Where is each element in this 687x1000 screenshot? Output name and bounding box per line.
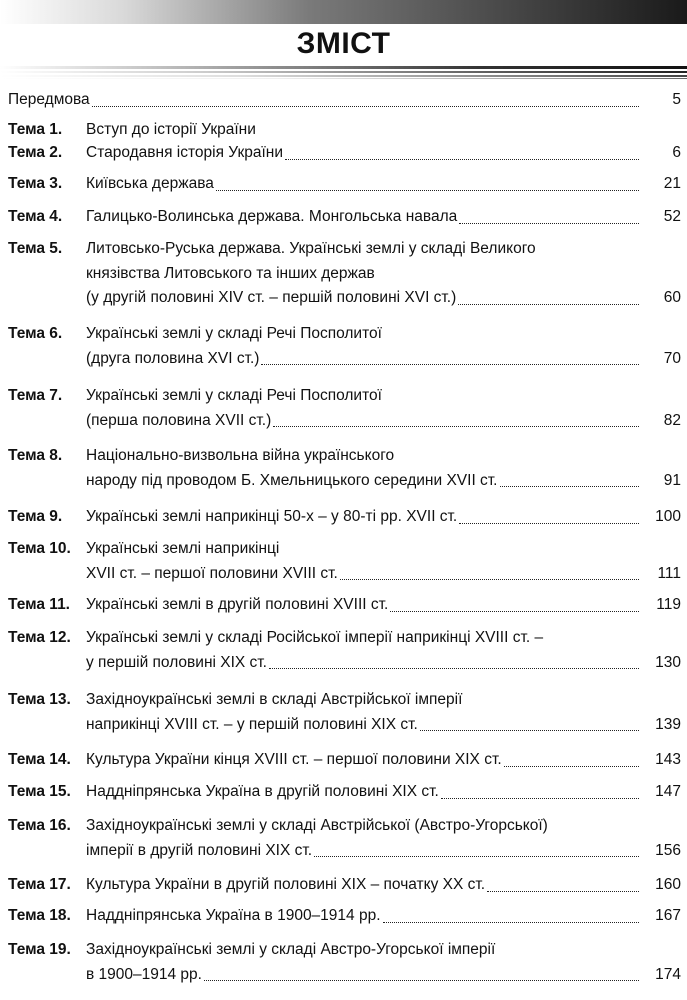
toc-entry[interactable] (0, 505, 687, 530)
dot-leader (285, 159, 639, 160)
toc-entry-line (0, 88, 687, 113)
toc-entry[interactable] (0, 938, 687, 987)
toc-page-number: 111 (657, 564, 681, 582)
dot-leader (459, 223, 639, 224)
toc-page-number: 82 (663, 411, 681, 429)
toc-entry-title-line: Наддніпрянська Україна в 1900–1914 рр. (86, 907, 381, 924)
toc-page-number: 143 (655, 751, 681, 768)
toc-entry[interactable] (0, 444, 687, 493)
toc-entry-line (0, 963, 687, 988)
dot-leader (314, 856, 639, 857)
toc-entry-label: Тема 5. (8, 240, 63, 257)
toc-entry-label: Тема 12. (8, 629, 71, 646)
toc-entry[interactable] (0, 748, 687, 773)
toc-page-number: 119 (656, 596, 681, 613)
dot-leader (441, 798, 639, 799)
toc-entry-title-line: Литовсько-Руська держава. Українські землі у складі Великого (86, 240, 536, 257)
toc-entry[interactable] (0, 626, 687, 675)
toc-entry-line (0, 384, 687, 409)
toc-page-number: 160 (655, 876, 681, 893)
toc-entry-title-line: Національно-визвольна війна українського (86, 447, 395, 464)
toc-entry-line (0, 814, 687, 839)
toc-entry-line (0, 205, 687, 230)
toc-entry[interactable] (0, 237, 687, 311)
toc-entry-title-line: імперії в другій половині XIX ст. (86, 841, 313, 859)
toc-page-number: 100 (655, 508, 681, 525)
toc-entry-label: Тема 18. (8, 907, 71, 924)
toc-page-number: 6 (672, 144, 681, 161)
toc-entry-label: Тема 15. (8, 783, 71, 800)
toc-entry-line (0, 172, 687, 197)
toc-page-number: 91 (663, 471, 681, 489)
toc-entry-line (0, 562, 687, 587)
toc-entry-label: Тема 4. (8, 208, 63, 225)
toc-entry-label: Тема 19. (8, 941, 71, 958)
dot-leader (273, 426, 639, 427)
toc-entry-title-line: Українські землі у складі Російської імперії наприкінці XVIII ст. – (86, 629, 544, 646)
toc-entry-title-line: Українські землі у складі Речі Посполитої (86, 387, 382, 404)
toc-page-number: 5 (672, 91, 681, 108)
toc-page-number: 130 (655, 653, 681, 671)
toc-entry-line (0, 873, 687, 898)
toc-page-number: 174 (655, 965, 681, 983)
toc-entry-title-line: Галицько-Волинська держава. Монгольська навала (86, 208, 458, 225)
dot-leader (504, 766, 639, 767)
toc-entry-title-line: Українські землі в другій половині XVIII ст. (86, 596, 389, 613)
toc-entry-line (0, 444, 687, 469)
toc-entry-label: Тема 9. (8, 508, 63, 525)
toc-entry-line (0, 409, 687, 434)
toc-entry-line (0, 626, 687, 651)
dot-leader (390, 611, 639, 612)
toc-page-number: 139 (655, 715, 681, 733)
dot-leader (269, 668, 639, 669)
toc-entry[interactable] (0, 593, 687, 618)
toc-entry-title-line: Стародавня історія України (86, 144, 283, 161)
toc-entry-title-line: (перша половина XVII ст.) (86, 411, 272, 429)
dot-leader (500, 486, 640, 487)
toc-entry-title-line: Українські землі наприкінці (86, 540, 280, 557)
toc-entry-label: Тема 8. (8, 447, 63, 464)
toc-entry-line (0, 286, 687, 311)
toc-entry-label: Тема 16. (8, 817, 71, 834)
toc-page-number: 70 (663, 349, 681, 367)
toc-entry-line (0, 748, 687, 773)
toc-entry-title-line: у першій половині XIX ст. (86, 653, 267, 671)
toc-entry-title-line: Київська держава (86, 175, 214, 192)
dot-leader (383, 922, 639, 923)
toc-entry-line (0, 237, 687, 262)
toc-entry[interactable] (0, 141, 687, 166)
toc-entry-title-line: Вступ до історії України (86, 121, 256, 138)
toc-entry-title-line: (друга половина XVI ст.) (86, 349, 260, 367)
toc-entry-title-line: Культура України кінця XVIII ст. – першої половини XIX ст. (86, 751, 502, 768)
toc-entry[interactable] (0, 537, 687, 586)
toc-entry-title-line: Західноукраїнські землі в складі Австрійської імперії (86, 691, 463, 708)
toc-entry-line (0, 713, 687, 738)
toc-entry-line (0, 938, 687, 963)
toc-entry-title-line: князівства Литовського та інших держав (86, 264, 375, 282)
toc-entry-title-line: в 1900–1914 рр. (86, 965, 202, 983)
toc-entry-title-line: народу під проводом Б. Хмельницького середини XVII ст. (86, 471, 498, 489)
toc-page-number: 147 (655, 783, 681, 800)
dot-leader (459, 523, 639, 524)
dot-leader (92, 106, 639, 107)
dot-leader (261, 364, 639, 365)
toc-entry-label: Тема 6. (8, 325, 63, 342)
toc-entry-line (0, 505, 687, 530)
toc-entry-label: Тема 2. (8, 144, 63, 161)
toc-entry-line (0, 688, 687, 713)
toc-entry-line (0, 839, 687, 864)
toc-entry-label: Тема 13. (8, 691, 71, 708)
toc-entry-line (0, 780, 687, 805)
toc-page-number: 167 (655, 907, 681, 924)
toc-entry[interactable] (0, 172, 687, 197)
toc-entry-title-line: Наддніпрянська Україна в другій половині XIX ст. (86, 783, 439, 800)
toc-entry-line (0, 537, 687, 562)
toc-entry-line (0, 322, 687, 347)
toc-entry[interactable] (0, 814, 687, 863)
dot-leader (420, 730, 639, 731)
toc-entry-title-line: Західноукраїнські землі у складі Австрійської (Австро-Угорської) (86, 817, 548, 834)
toc-entry[interactable] (0, 118, 687, 143)
toc-entry-label: Тема 17. (8, 876, 71, 893)
dot-leader (487, 891, 639, 892)
toc-entry-label: Тема 10. (8, 540, 71, 557)
toc-entry-title-line: Українські землі наприкінці 50-х – у 80-ті рр. XVII ст. (86, 508, 458, 525)
toc-entry-line (0, 593, 687, 618)
dot-leader (204, 980, 639, 981)
dot-leader (340, 579, 639, 580)
toc-entry[interactable] (0, 88, 687, 113)
toc-entry[interactable] (0, 904, 687, 929)
toc-page-number: 60 (663, 289, 681, 306)
toc-entry-line (0, 347, 687, 372)
toc-entry-title-line: (у другій половині XIV ст. – першій половині XVI ст.) (86, 289, 457, 306)
toc-page-number: 52 (663, 208, 681, 225)
toc-entry[interactable] (0, 322, 687, 371)
toc-page-number: 156 (655, 841, 681, 859)
toc-entry-line (0, 141, 687, 166)
toc-entry[interactable] (0, 205, 687, 230)
dot-leader (216, 190, 639, 191)
toc-entry-label: Тема 3. (8, 175, 63, 192)
toc-entry-title-line: Українські землі у складі Речі Посполитої (86, 325, 382, 342)
toc-entry-title-line: Культура України в другій половині XIX – початку XX ст. (86, 876, 486, 893)
toc-entry[interactable] (0, 780, 687, 805)
toc-page-number: 21 (663, 175, 681, 192)
toc-entry-title-line: Західноукраїнські землі у складі Австро-Угорської імперії (86, 941, 496, 958)
toc-entry-line (0, 118, 687, 143)
toc-entry-label: Тема 11. (8, 596, 70, 613)
dot-leader (458, 304, 639, 305)
toc-entry[interactable] (0, 384, 687, 433)
toc-entry-label: Тема 7. (8, 387, 63, 404)
toc-entry-line (0, 469, 687, 494)
toc-entry-title-line: XVII ст. – першої половини XVIII ст. (86, 564, 338, 582)
page-title: ЗМІСТ (296, 27, 391, 60)
toc-entry[interactable] (0, 688, 687, 737)
toc-entry-title-line: Передмова (8, 91, 90, 108)
toc-entry-line (0, 651, 687, 676)
toc-entry-line (0, 262, 687, 287)
toc-entry-line (0, 904, 687, 929)
toc-entry-title-line: наприкінці XVIII ст. – у першій половині XIX ст. (86, 715, 418, 733)
toc-entry-label: Тема 1. (8, 121, 63, 138)
toc-entry[interactable] (0, 873, 687, 898)
toc-entry-label: Тема 14. (8, 751, 71, 768)
